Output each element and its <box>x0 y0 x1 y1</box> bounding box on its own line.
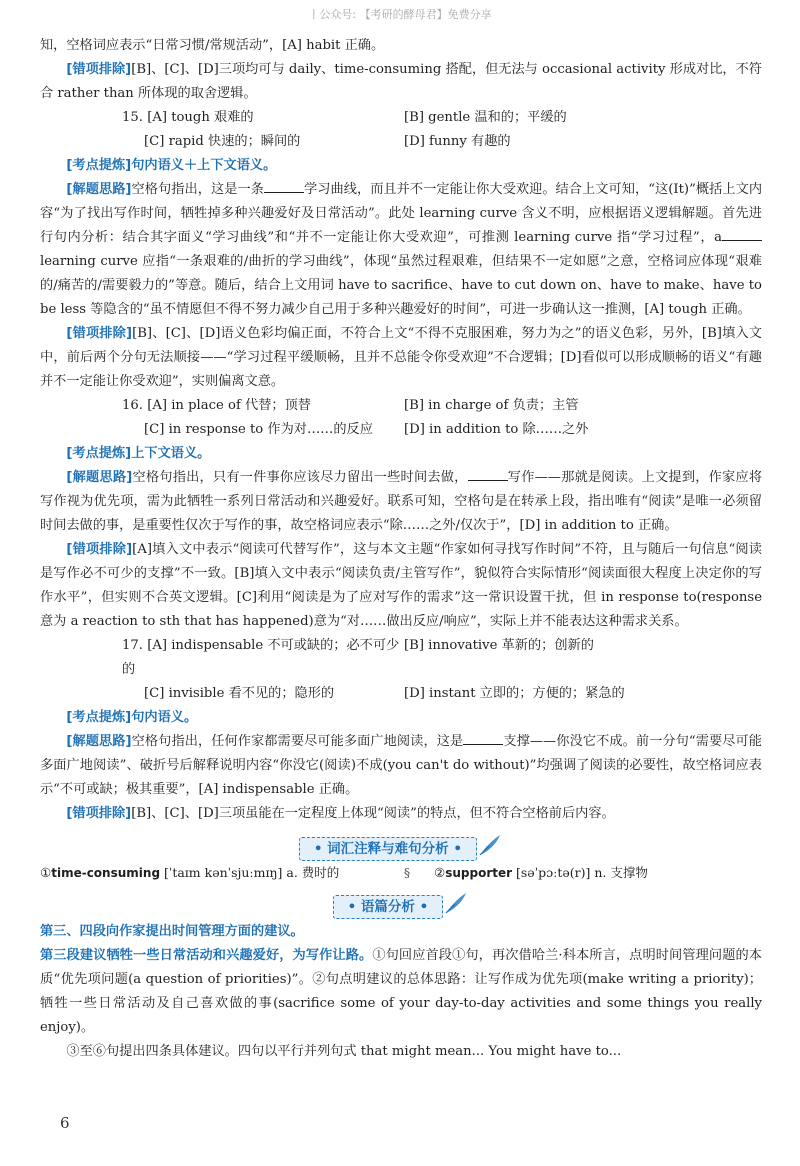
elimination-text: [B]、[C]、[D]语义色彩均偏正面，不符合上文“不得不克服困难，努力为之”的语义色彩，另外，[B]填入文中，前后两个分句无法顺接——“学习过程平缓顺畅，且并不总能令你受欢迎”不合逻辑；[D]看似可以形成顺畅的语义“有趣并不一定能让你受欢迎”，实则偏离文意。 <box>40 326 762 389</box>
quill-icon <box>443 890 469 925</box>
page-number: 6 <box>60 1114 70 1132</box>
analysis-paragraph-2: ③至⑥句提出四条具体建议。四句以平行并列句式 that might mean... You might have to... <box>66 1044 622 1059</box>
content <box>40 34 762 1064</box>
solution-text-2: 学习曲线，而且并不一定能让你大受欢迎。结合上文可知，“这(It)”概括上文内容“为了找出写作时间，牺牲掉多种兴趣爱好及日常活动”。此处 learning curve 含义不明，应根据语义逻辑解题。首先进行句内分析：结合其字面义“学习曲线”和“并不一定能让你大受欢迎”，可推测 learning curve 指“学习过程”，a <box>40 182 763 245</box>
option-a: [A] in place of 代替；顶替 <box>147 398 311 413</box>
q15-key-point <box>40 154 762 178</box>
option-b: [B] gentle 温和的；平缓的 <box>404 110 567 125</box>
elimination-tag: [错项排除] <box>66 62 132 77</box>
option-d: [D] funny 有趣的 <box>404 134 511 149</box>
q14-continuation: 知，空格词应表示“日常习惯/常规活动”，[A] habit 正确。 <box>40 38 385 53</box>
solution-text-3: learning curve 应指“一条艰难的/曲折的学习曲线”，体现“虽然过程艰难，但结果不一定如愿”之意，空格词应体现“艰难的/痛苦的/需要毅力的”等意。随后，结合上文用词 have to sacrifice、have to cut down on、have to make、have to be less 等隐含的“虽不情愿但不得不努力减少自己用于多种兴趣爱好的时间”，可进一步确认这一推测，[A] tough 正确。 <box>40 254 762 317</box>
answer-blank <box>264 179 304 193</box>
question-number: 15. <box>122 110 143 125</box>
key-point-text: 句内语义。 <box>131 710 198 725</box>
vocab-banner-label: • 词汇注释与难句分析 • <box>299 837 477 861</box>
question-number: 17. <box>122 638 143 653</box>
vocab-num-1: ① <box>40 865 52 880</box>
elimination-tag: [错项排除] <box>66 326 133 341</box>
q17-key-point <box>40 706 762 730</box>
q17-options-row1 <box>40 634 762 682</box>
solution-text-1: 空格句指出，这是一条 <box>131 182 264 197</box>
elimination-text: [B]、[C]、[D]三项虽能在一定程度上体现“阅读”的特点，但不符合空格前后内容。 <box>131 806 615 821</box>
q17-elimination <box>40 802 762 826</box>
q16-options-row1 <box>40 394 762 418</box>
elimination-tag: [错项排除] <box>66 806 132 821</box>
vocab-banner <box>40 832 762 858</box>
option-c: [C] invisible 看不见的；隐形的 <box>144 686 335 701</box>
analysis-heading-text: 第三、四段向作家提出时间管理方面的建议。 <box>40 924 304 939</box>
solution-text-1: 空格句指出，任何作家都需要尽可能多面广地阅读，这是 <box>131 734 464 749</box>
q16-solution <box>40 466 762 538</box>
q15-elimination <box>40 322 762 394</box>
solution-tag: [解题思路] <box>66 470 133 485</box>
q15-options-row1 <box>40 106 762 130</box>
vocab-def-2: [səˈpɔːtə(r)] n. 支撑物 <box>512 865 648 880</box>
option-b: [B] innovative 革新的；创新的 <box>404 638 594 653</box>
answer-blank <box>463 731 503 745</box>
analysis-banner-label: • 语篇分析 • <box>333 895 444 919</box>
solution-tag: [解题思路] <box>66 734 132 749</box>
q16-options-row2 <box>40 418 762 442</box>
q15-options-row2 <box>40 130 762 154</box>
vocab-separator: § <box>403 865 411 880</box>
vocab-word-2: supporter <box>445 866 513 880</box>
vocab-def-1: [ˈtaɪm kənˈsjuːmɪŋ] a. 费时的 <box>160 865 340 880</box>
vocab-num-2: ② <box>434 865 446 880</box>
option-c: [C] rapid 快速的；瞬间的 <box>144 134 301 149</box>
elimination-text: [B]、[C]、[D]三项均可与 daily、time-consuming 搭配，但无法与 occasional activity 形成对比，不符合 rather than 所体现的取舍逻辑。 <box>40 62 762 101</box>
solution-text-1: 空格句指出，只有一件事你应该尽力留出一些时间去做， <box>132 470 468 485</box>
watermark: 丨公众号: 【考研的酵母君】免费分享 <box>308 8 492 21</box>
q15-solution <box>40 178 762 322</box>
elimination-text: [A]填入文中表示“阅读可代替写作”，这与本文主题“作家如何寻找写作时间”不符，且与随后一句信息“阅读是写作必不可少的支撑”不一致。[B]填入文中表示“阅读负责/主管写作”，貌似符合实际情形“阅读面很大程度上决定你的写作水平”，但实则不合英文逻辑。[C]利用“阅读是为了应对写作的需求”这一常识设置干扰，但 in response to(response 意为 a reaction to sth that has happened)意为“对……做出反应/响应”，实际上并不能表达这种需求关系。 <box>40 542 762 629</box>
answer-blank <box>468 467 508 481</box>
key-point-tag: [考点提炼] <box>66 710 132 725</box>
q17-options-row2 <box>40 682 762 706</box>
analysis-text-1: ①句回应首段①句，再次借哈兰·科本所言，点明时间管理问题的本质“优先项问题(a question of priorities)”。②句点明建议的总体思路：让写作成为优先项(make writing a priority)；牺牲一些日常活动及自己喜欢做的事(sacrifice some of your day-to-day activities and some things you really enjoy)。 <box>40 948 762 1035</box>
q16-elimination <box>40 538 762 634</box>
q16-key-point <box>40 442 762 466</box>
option-d: [D] in addition to 除……之外 <box>404 422 589 437</box>
question-number: 16. <box>122 398 143 413</box>
analysis-subheading: 第三段建议牺牲一些日常活动和兴趣爱好，为写作让路。 <box>40 948 373 963</box>
key-point-text: 上下文语义。 <box>131 446 211 461</box>
vocab-row <box>40 862 762 884</box>
solution-tag: [解题思路] <box>66 182 132 197</box>
option-a: [A] tough 艰难的 <box>147 110 254 125</box>
analysis-banner <box>40 890 762 916</box>
answer-blank <box>722 227 762 241</box>
option-b: [B] in charge of 负责；主管 <box>404 398 579 413</box>
analysis-heading <box>40 920 762 944</box>
key-point-text: 句内语义＋上下文语义。 <box>131 158 277 173</box>
q17-solution <box>40 730 762 802</box>
key-point-tag: [考点提炼] <box>66 158 132 173</box>
q14-elimination <box>40 58 762 106</box>
solution-text-2: 支撑——你没它不成。前一分句“需要尽可能多面广地阅读”、破折号后解释说明内容“你没它(阅读)不成(you can't do without)”均强调了阅读的必要性，故空格词应表示“不可或缺；极其重要”，[A] indispensable 正确。 <box>40 734 762 797</box>
elimination-tag: [错项排除] <box>66 542 133 557</box>
option-a: [A] indispensable 不可或缺的；必不可少的 <box>122 638 400 677</box>
option-d: [D] instant 立即的；方便的；紧急的 <box>404 686 625 701</box>
key-point-tag: [考点提炼] <box>66 446 132 461</box>
vocab-word-1: time-consuming <box>51 866 161 880</box>
solution-text-2: 写作——那就是阅读。上文提到，作家应将写作视为优先项，需为此牺牲一系列日常活动和兴趣爱好。联系可知，空格句是在转承上段，指出唯有“阅读”是唯一必须留时间去做的事，是重要性仅次于写作的事，故空格词应表示“除……之外/仅次于”，[D] in addition to 正确。 <box>40 470 763 533</box>
option-c: [C] in response to 作为对……的反应 <box>144 422 373 437</box>
analysis-paragraph-1 <box>40 944 762 1040</box>
